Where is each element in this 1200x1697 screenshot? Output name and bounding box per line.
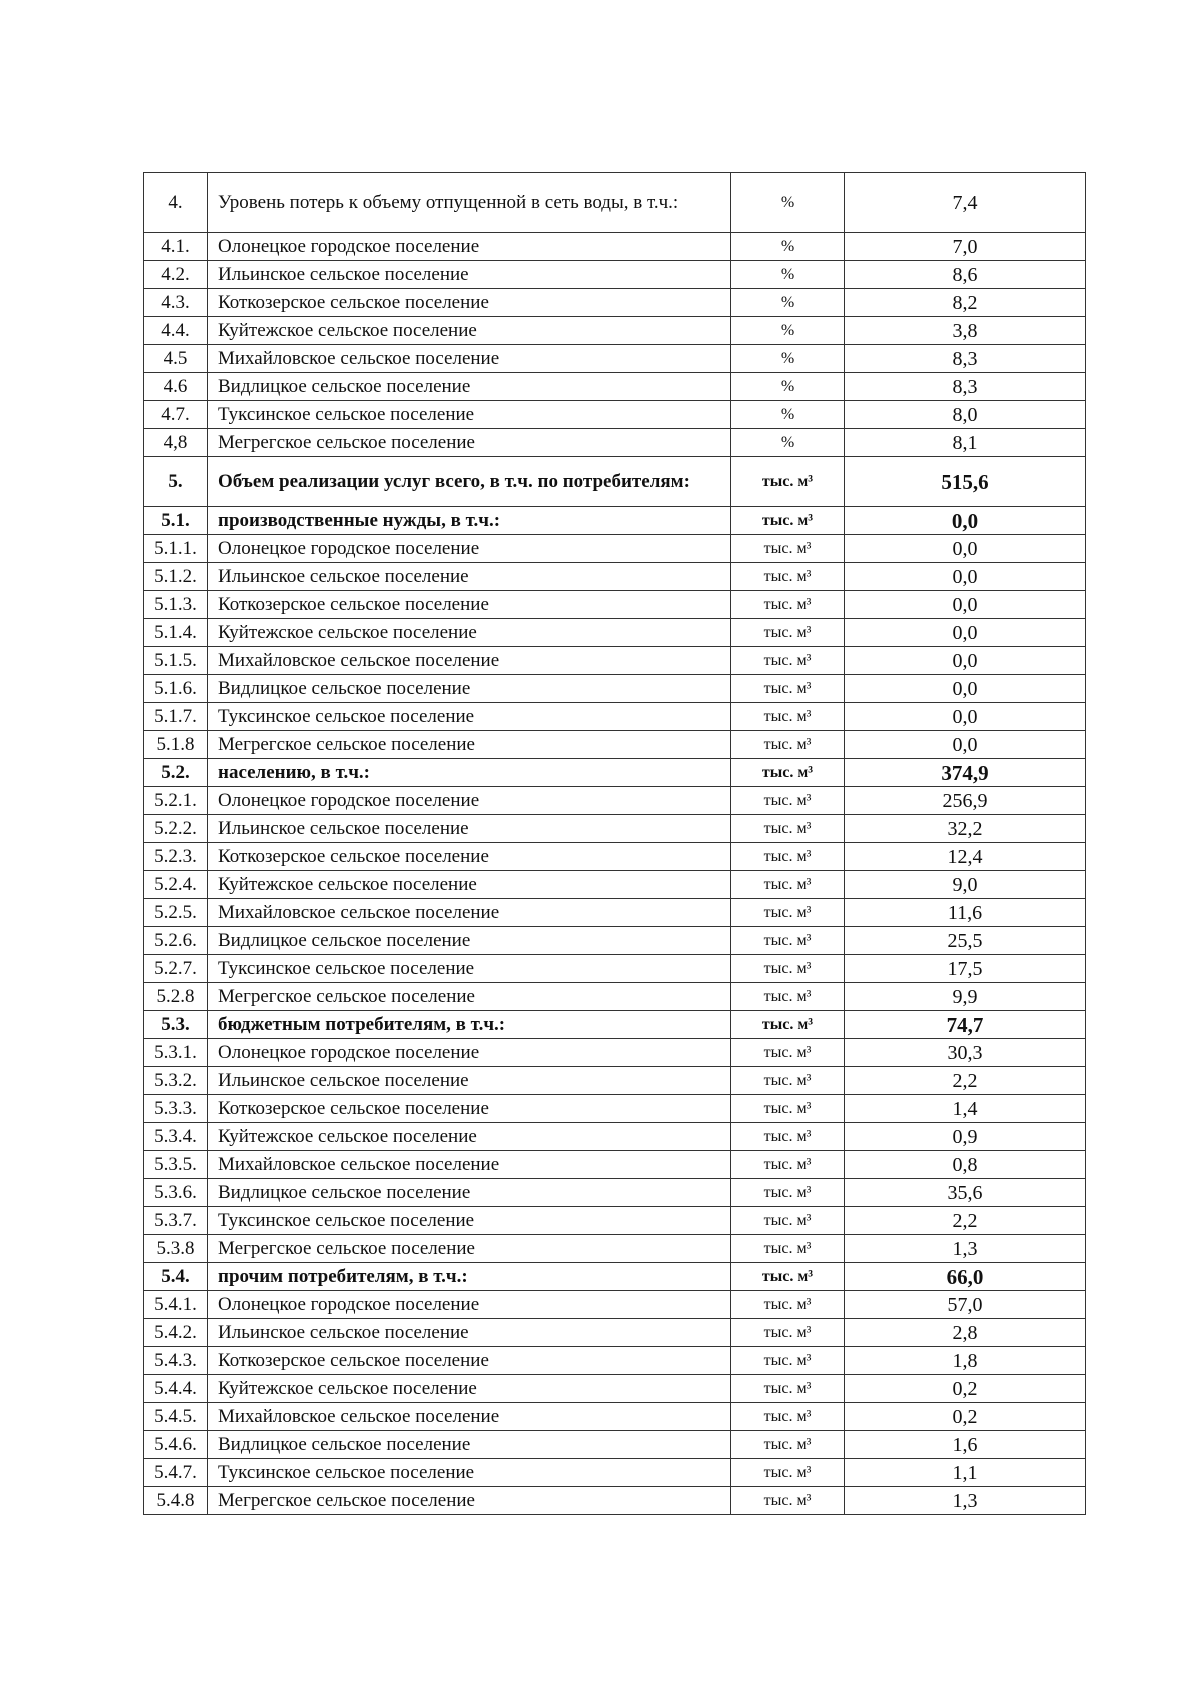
indicator-name-cell: Ильинское сельское поселение	[208, 261, 731, 289]
table-row	[144, 871, 1086, 899]
indicator-name-cell: Туксинское сельское поселение	[208, 1207, 731, 1235]
indicator-name-cell: Ильинское сельское поселение	[208, 815, 731, 843]
indicator-name-cell: Куйтежское сельское поселение	[208, 619, 731, 647]
indicator-name-cell: населению, в т.ч.:	[208, 759, 731, 787]
unit-cell: тыс. м³	[731, 703, 845, 731]
table-row	[144, 619, 1086, 647]
row-number-cell: 5.3.3.	[144, 1095, 208, 1123]
row-number-cell: 5.1.3.	[144, 591, 208, 619]
table-row	[144, 173, 1086, 233]
row-number-cell: 5.1.8	[144, 731, 208, 759]
unit-cell: %	[731, 289, 845, 317]
unit-cell: тыс. м³	[731, 1179, 845, 1207]
unit-cell: %	[731, 373, 845, 401]
row-number-cell: 5.1.2.	[144, 563, 208, 591]
table-row	[144, 1459, 1086, 1487]
row-number-cell: 4.3.	[144, 289, 208, 317]
unit-cell: тыс. м³	[731, 1207, 845, 1235]
table-row	[144, 1375, 1086, 1403]
indicator-name-cell: Олонецкое городское поселение	[208, 535, 731, 563]
value-cell: 0,0	[845, 591, 1086, 619]
indicator-name-cell: Михайловское сельское поселение	[208, 899, 731, 927]
indicator-name-cell: Видлицкое сельское поселение	[208, 1431, 731, 1459]
unit-cell: %	[731, 173, 845, 233]
row-number-cell: 5.1.5.	[144, 647, 208, 675]
indicator-name-cell: Ильинское сельское поселение	[208, 1067, 731, 1095]
row-number-cell: 5.3.5.	[144, 1151, 208, 1179]
row-number-cell: 5.1.1.	[144, 535, 208, 563]
indicator-name-cell: Ильинское сельское поселение	[208, 563, 731, 591]
value-cell: 0,8	[845, 1151, 1086, 1179]
row-number-cell: 5.4.4.	[144, 1375, 208, 1403]
indicators-table	[143, 172, 1086, 1515]
value-cell: 1,8	[845, 1347, 1086, 1375]
unit-cell: тыс. м³	[731, 591, 845, 619]
table-row	[144, 1263, 1086, 1291]
value-cell: 515,6	[845, 457, 1086, 507]
indicator-name-cell: Олонецкое городское поселение	[208, 1291, 731, 1319]
row-number-cell: 5.2.3.	[144, 843, 208, 871]
table-row	[144, 1039, 1086, 1067]
value-cell: 0,0	[845, 563, 1086, 591]
indicator-name-cell: прочим потребителям, в т.ч.:	[208, 1263, 731, 1291]
value-cell: 9,9	[845, 983, 1086, 1011]
table-row	[144, 233, 1086, 261]
unit-cell: тыс. м³	[731, 1459, 845, 1487]
unit-cell: тыс. м³	[731, 955, 845, 983]
unit-cell: тыс. м³	[731, 983, 845, 1011]
value-cell: 0,0	[845, 647, 1086, 675]
row-number-cell: 5.4.8	[144, 1487, 208, 1515]
indicators-table-body	[144, 173, 1086, 1515]
indicator-name-cell: Мегрегское сельское поселение	[208, 1487, 731, 1515]
value-cell: 2,2	[845, 1067, 1086, 1095]
unit-cell: тыс. м³	[731, 1067, 845, 1095]
row-number-cell: 5.3.8	[144, 1235, 208, 1263]
table-row	[144, 1067, 1086, 1095]
indicator-name-cell: производственные нужды, в т.ч.:	[208, 507, 731, 535]
table-row	[144, 289, 1086, 317]
value-cell: 1,3	[845, 1487, 1086, 1515]
indicator-name-cell: Мегрегское сельское поселение	[208, 1235, 731, 1263]
table-row	[144, 563, 1086, 591]
row-number-cell: 5.2.2.	[144, 815, 208, 843]
table-row	[144, 1319, 1086, 1347]
table-row	[144, 1179, 1086, 1207]
table-row	[144, 955, 1086, 983]
indicator-name-cell: Михайловское сельское поселение	[208, 647, 731, 675]
row-number-cell: 5.1.7.	[144, 703, 208, 731]
unit-cell: тыс. м³	[731, 1431, 845, 1459]
row-number-cell: 4,8	[144, 429, 208, 457]
value-cell: 0,0	[845, 535, 1086, 563]
indicator-name-cell: бюджетным потребителям, в т.ч.:	[208, 1011, 731, 1039]
value-cell: 256,9	[845, 787, 1086, 815]
indicator-name-cell: Коткозерское сельское поселение	[208, 591, 731, 619]
value-cell: 374,9	[845, 759, 1086, 787]
unit-cell: тыс. м³	[731, 619, 845, 647]
unit-cell: тыс. м³	[731, 1123, 845, 1151]
unit-cell: тыс. м³	[731, 1095, 845, 1123]
value-cell: 11,6	[845, 899, 1086, 927]
unit-cell: %	[731, 345, 845, 373]
value-cell: 17,5	[845, 955, 1086, 983]
value-cell: 32,2	[845, 815, 1086, 843]
indicator-name-cell: Туксинское сельское поселение	[208, 401, 731, 429]
table-row	[144, 535, 1086, 563]
value-cell: 0,0	[845, 507, 1086, 535]
row-number-cell: 5.2.	[144, 759, 208, 787]
row-number-cell: 5.4.7.	[144, 1459, 208, 1487]
indicator-name-cell: Куйтежское сельское поселение	[208, 1123, 731, 1151]
value-cell: 25,5	[845, 927, 1086, 955]
indicator-name-cell: Михайловское сельское поселение	[208, 345, 731, 373]
row-number-cell: 4.6	[144, 373, 208, 401]
unit-cell: тыс. м³	[731, 1011, 845, 1039]
row-number-cell: 5.3.6.	[144, 1179, 208, 1207]
table-row	[144, 675, 1086, 703]
unit-cell: тыс. м³	[731, 927, 845, 955]
value-cell: 1,3	[845, 1235, 1086, 1263]
value-cell: 66,0	[845, 1263, 1086, 1291]
unit-cell: тыс. м³	[731, 843, 845, 871]
indicator-name-cell: Мегрегское сельское поселение	[208, 983, 731, 1011]
row-number-cell: 5.3.7.	[144, 1207, 208, 1235]
table-row	[144, 457, 1086, 507]
row-number-cell: 4.	[144, 173, 208, 233]
indicator-name-cell: Коткозерское сельское поселение	[208, 1095, 731, 1123]
table-row	[144, 591, 1086, 619]
table-row	[144, 759, 1086, 787]
value-cell: 30,3	[845, 1039, 1086, 1067]
row-number-cell: 5.1.	[144, 507, 208, 535]
value-cell: 0,0	[845, 619, 1086, 647]
value-cell: 1,4	[845, 1095, 1086, 1123]
indicator-name-cell: Видлицкое сельское поселение	[208, 927, 731, 955]
row-number-cell: 4.2.	[144, 261, 208, 289]
table-row	[144, 899, 1086, 927]
unit-cell: тыс. м³	[731, 1347, 845, 1375]
unit-cell: тыс. м³	[731, 1039, 845, 1067]
unit-cell: тыс. м³	[731, 1487, 845, 1515]
table-row	[144, 507, 1086, 535]
value-cell: 0,0	[845, 703, 1086, 731]
row-number-cell: 5.2.4.	[144, 871, 208, 899]
indicator-name-cell: Коткозерское сельское поселение	[208, 289, 731, 317]
unit-cell: тыс. м³	[731, 815, 845, 843]
value-cell: 0,0	[845, 731, 1086, 759]
value-cell: 7,4	[845, 173, 1086, 233]
indicator-name-cell: Куйтежское сельское поселение	[208, 871, 731, 899]
unit-cell: тыс. м³	[731, 787, 845, 815]
row-number-cell: 5.2.1.	[144, 787, 208, 815]
row-number-cell: 5.4.6.	[144, 1431, 208, 1459]
row-number-cell: 5.4.5.	[144, 1403, 208, 1431]
table-row	[144, 983, 1086, 1011]
table-row	[144, 261, 1086, 289]
row-number-cell: 5.3.2.	[144, 1067, 208, 1095]
unit-cell: тыс. м³	[731, 871, 845, 899]
table-row	[144, 787, 1086, 815]
table-row	[144, 317, 1086, 345]
indicator-name-cell: Видлицкое сельское поселение	[208, 1179, 731, 1207]
table-row	[144, 1095, 1086, 1123]
unit-cell: тыс. м³	[731, 1319, 845, 1347]
indicator-name-cell: Видлицкое сельское поселение	[208, 675, 731, 703]
unit-cell: тыс. м³	[731, 1291, 845, 1319]
table-row	[144, 1291, 1086, 1319]
row-number-cell: 4.7.	[144, 401, 208, 429]
table-row	[144, 345, 1086, 373]
value-cell: 57,0	[845, 1291, 1086, 1319]
table-row	[144, 429, 1086, 457]
unit-cell: %	[731, 261, 845, 289]
unit-cell: тыс. м³	[731, 1375, 845, 1403]
unit-cell: тыс. м³	[731, 1403, 845, 1431]
table-row	[144, 1347, 1086, 1375]
table-row	[144, 703, 1086, 731]
indicator-name-cell: Олонецкое городское поселение	[208, 233, 731, 261]
unit-cell: тыс. м³	[731, 1263, 845, 1291]
value-cell: 3,8	[845, 317, 1086, 345]
value-cell: 1,1	[845, 1459, 1086, 1487]
row-number-cell: 5.2.6.	[144, 927, 208, 955]
value-cell: 8,1	[845, 429, 1086, 457]
unit-cell: тыс. м³	[731, 899, 845, 927]
row-number-cell: 5.4.2.	[144, 1319, 208, 1347]
value-cell: 2,8	[845, 1319, 1086, 1347]
indicator-name-cell: Туксинское сельское поселение	[208, 955, 731, 983]
row-number-cell: 5.4.	[144, 1263, 208, 1291]
value-cell: 1,6	[845, 1431, 1086, 1459]
value-cell: 8,6	[845, 261, 1086, 289]
table-row	[144, 1123, 1086, 1151]
table-row	[144, 1487, 1086, 1515]
table-row	[144, 1011, 1086, 1039]
row-number-cell: 5.3.	[144, 1011, 208, 1039]
row-number-cell: 5.3.1.	[144, 1039, 208, 1067]
unit-cell: тыс. м³	[731, 1235, 845, 1263]
table-row	[144, 1403, 1086, 1431]
value-cell: 12,4	[845, 843, 1086, 871]
value-cell: 8,2	[845, 289, 1086, 317]
value-cell: 74,7	[845, 1011, 1086, 1039]
unit-cell: тыс. м³	[731, 647, 845, 675]
row-number-cell: 5.1.6.	[144, 675, 208, 703]
unit-cell: тыс. м³	[731, 759, 845, 787]
table-row	[144, 1207, 1086, 1235]
unit-cell: тыс. м³	[731, 731, 845, 759]
row-number-cell: 5.4.1.	[144, 1291, 208, 1319]
indicator-name-cell: Куйтежское сельское поселение	[208, 317, 731, 345]
indicator-name-cell: Ильинское сельское поселение	[208, 1319, 731, 1347]
row-number-cell: 5.4.3.	[144, 1347, 208, 1375]
row-number-cell: 4.1.	[144, 233, 208, 261]
indicator-name-cell: Куйтежское сельское поселение	[208, 1375, 731, 1403]
indicator-name-cell: Коткозерское сельское поселение	[208, 1347, 731, 1375]
indicator-name-cell: Туксинское сельское поселение	[208, 703, 731, 731]
value-cell: 0,0	[845, 675, 1086, 703]
table-row	[144, 647, 1086, 675]
value-cell: 2,2	[845, 1207, 1086, 1235]
unit-cell: тыс. м³	[731, 563, 845, 591]
unit-cell: %	[731, 317, 845, 345]
unit-cell: тыс. м³	[731, 457, 845, 507]
row-number-cell: 4.5	[144, 345, 208, 373]
indicator-name-cell: Объем реализации услуг всего, в т.ч. по потребителям:	[208, 457, 731, 507]
unit-cell: %	[731, 429, 845, 457]
indicator-name-cell: Уровень потерь к объему отпущенной в сеть воды, в т.ч.:	[208, 173, 731, 233]
indicator-name-cell: Мегрегское сельское поселение	[208, 731, 731, 759]
indicator-name-cell: Видлицкое сельское поселение	[208, 373, 731, 401]
value-cell: 8,3	[845, 345, 1086, 373]
table-row	[144, 731, 1086, 759]
indicator-name-cell: Коткозерское сельское поселение	[208, 843, 731, 871]
value-cell: 0,2	[845, 1403, 1086, 1431]
unit-cell: тыс. м³	[731, 507, 845, 535]
row-number-cell: 5.1.4.	[144, 619, 208, 647]
table-row	[144, 1431, 1086, 1459]
indicator-name-cell: Михайловское сельское поселение	[208, 1151, 731, 1179]
unit-cell: %	[731, 233, 845, 261]
indicator-name-cell: Олонецкое городское поселение	[208, 1039, 731, 1067]
row-number-cell: 5.2.7.	[144, 955, 208, 983]
row-number-cell: 5.2.5.	[144, 899, 208, 927]
value-cell: 0,9	[845, 1123, 1086, 1151]
table-row	[144, 373, 1086, 401]
unit-cell: %	[731, 401, 845, 429]
table-row	[144, 1235, 1086, 1263]
value-cell: 0,2	[845, 1375, 1086, 1403]
table-row	[144, 815, 1086, 843]
value-cell: 8,0	[845, 401, 1086, 429]
value-cell: 9,0	[845, 871, 1086, 899]
indicator-name-cell: Туксинское сельское поселение	[208, 1459, 731, 1487]
row-number-cell: 4.4.	[144, 317, 208, 345]
row-number-cell: 5.3.4.	[144, 1123, 208, 1151]
indicator-name-cell: Мегрегское сельское поселение	[208, 429, 731, 457]
unit-cell: тыс. м³	[731, 1151, 845, 1179]
table-row	[144, 1151, 1086, 1179]
value-cell: 7,0	[845, 233, 1086, 261]
row-number-cell: 5.2.8	[144, 983, 208, 1011]
table-row	[144, 927, 1086, 955]
indicator-name-cell: Олонецкое городское поселение	[208, 787, 731, 815]
value-cell: 8,3	[845, 373, 1086, 401]
table-row	[144, 401, 1086, 429]
indicator-name-cell: Михайловское сельское поселение	[208, 1403, 731, 1431]
value-cell: 35,6	[845, 1179, 1086, 1207]
unit-cell: тыс. м³	[731, 535, 845, 563]
unit-cell: тыс. м³	[731, 675, 845, 703]
table-row	[144, 843, 1086, 871]
row-number-cell: 5.	[144, 457, 208, 507]
